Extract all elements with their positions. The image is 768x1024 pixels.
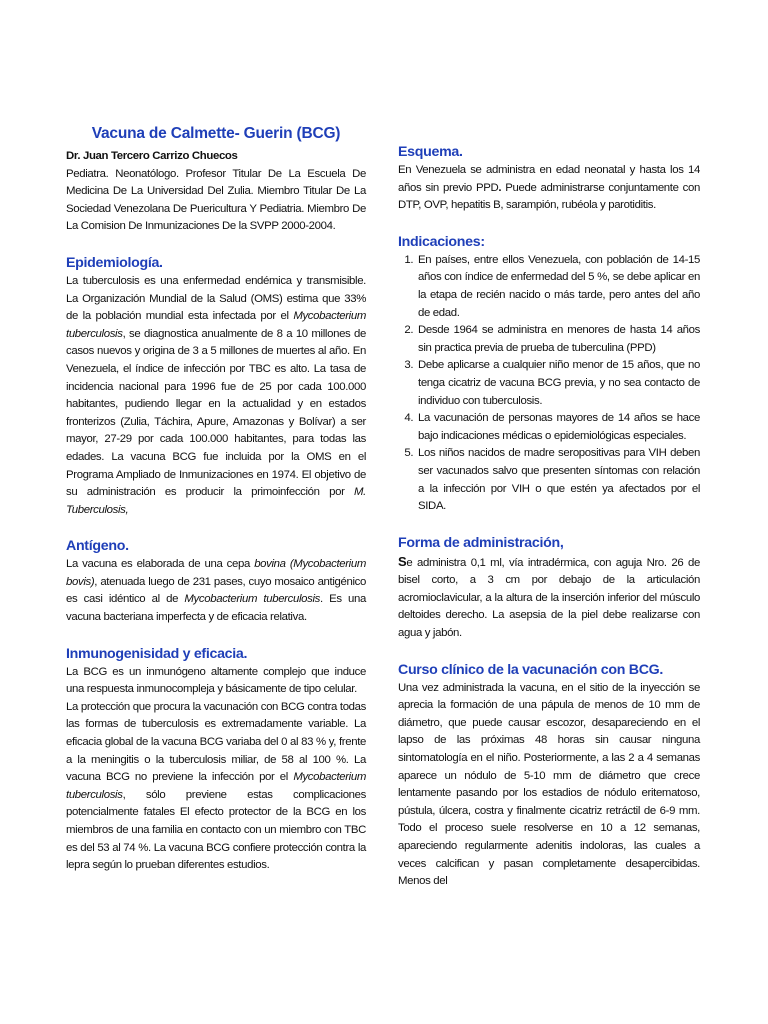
list-item: 1. En países, entre ellos Venezuela, con población de 14-15 años con índice de enfermedad del 5 %, se debe aplicar en la etapa de recién nacido o más tarde, pero antes del año de edad. bbox=[416, 252, 700, 322]
section-curso-clinico bbox=[398, 661, 700, 891]
inmunogenicidad-para-1: La BCG es un inmunógeno altamente complejo que induce una respuesta inmunocompleja y básicamente de tipo celular. bbox=[66, 665, 366, 696]
section-epidemiologia bbox=[66, 254, 366, 519]
text-run: Puede administrarse conjuntamente con DTP, OVP, hepatitis B, sarampión, rubéola y parotiditis. bbox=[398, 181, 700, 212]
heading-indicaciones: Indicaciones: bbox=[398, 233, 485, 250]
section-antigeno bbox=[66, 537, 366, 626]
inmunogenicidad-para-2 bbox=[66, 699, 366, 875]
text-run: , sólo previene estas complicaciones potencialmente fatales El efecto protector de la BCG en los miembros de una familia en contacto con un miembro con TBC es del 53 al 74 %. La vacuna BCG confiere protección contra la lepra según lo prueban diferentes estudios. bbox=[66, 788, 366, 872]
heading-antigeno: Antígeno. bbox=[66, 538, 129, 555]
text-run: , atenuada luego de 231 pases, cuyo mosaico antigénico es casi idéntico al de bbox=[66, 575, 366, 606]
text-run: La vacuna es elaborada de una cepa bbox=[66, 558, 255, 571]
species-name: Mycobacterium tuberculosis bbox=[66, 771, 366, 801]
species-name: Mycobacterium tuberculosis bbox=[66, 310, 366, 340]
heading-forma-administracion bbox=[398, 534, 700, 553]
text-run: . bbox=[498, 181, 502, 194]
list-item: 2. Desde 1964 se administra en menores de hasta 14 años sin practica previa de prueba de tuberculina (PPD) bbox=[416, 322, 700, 357]
section-indicaciones bbox=[398, 233, 700, 516]
heading-comma: , bbox=[559, 534, 564, 551]
text-run: , se diagnostica anualmente de 8 a 10 millones de casos nuevos y origina de 3 a 5 millones de muertes al año. En Venezuela, el índice de infección por TBC es alto. La tasa de incidencia nacional para 1996 fue de 25 por cada 100.000 habitantes, pudiendo llegar en la actualidad y en estados fronterizos (Zulia, Táchira, Apure, Amazonas y Bolívar) a ser mayor, 27-29 por cada 100.000 habitantes, para todas las edades. La vacuna BCG fue incluida por la OMS en el Programa Ampliado de Inmunizaciones en 1974. El objetivo de su administración es producir la primoinfección por bbox=[66, 327, 366, 499]
indicaciones-list bbox=[398, 252, 700, 516]
esquema-text bbox=[398, 162, 700, 215]
section-esquema bbox=[398, 143, 700, 215]
right-column bbox=[398, 143, 700, 891]
list-item: 3. Debe aplicarse a cualquier niño menor de 15 años, que no tenga cicatriz de vacuna BCG previa, y no sea contacto de individuo con tuberculosis. bbox=[416, 357, 700, 410]
species-name: M. Tuberculosis, bbox=[66, 486, 366, 516]
text-run: La tuberculosis es una enfermedad endémica y transmisible. La Organización Mundial de la Salud (OMS) estima que 33% de la población mundial esta infectada por el bbox=[66, 274, 366, 323]
antigeno-text bbox=[66, 556, 366, 626]
list-item: 5. Los niños nacidos de madre seropositivas para VIH deben ser vacunados salvo que presenten síntomas con relación a la infección por VIH o que estén ya afectados por el SIDA. bbox=[416, 445, 700, 515]
heading-esquema: Esquema. bbox=[398, 144, 463, 160]
lead-letter: S bbox=[398, 553, 407, 569]
text-run: En Venezuela se administra en edad neonatal y hasta los 14 años sin previo PPD bbox=[398, 164, 700, 194]
text-run: e administra 0,1 ml, vía intradérmica, con aguja Nro. 26 de bisel corto, a 3 cm por debajo de la articulación acromioclavicular, a la altura de la inserción inferior del músculo deltoides derecho. La asepsia de la piel debe realizarse con agua y jabón. bbox=[398, 556, 700, 640]
document-title: Vacuna de Calmette- Guerin (BCG) bbox=[91, 125, 341, 142]
section-forma-administracion bbox=[398, 534, 700, 643]
list-item: 4. La vacunación de personas mayores de 14 años se hace bajo indicaciones médicas o epidemiológicas especiales. bbox=[416, 410, 700, 445]
left-column bbox=[66, 124, 366, 875]
curso-text: Una vez administrada la vacuna, en el sitio de la inyección se aprecia la formación de una pápula de menos de 10 mm de diámetro, que puede causar escozor, desapareciendo en el lapso de las próximas 48 horas sin causar ninguna sintomatología en el niño. Posteriormente, a las 2 a 4 semanas aparece un nódulo de 5-10 mm de diámetro que crece lentamente pasando por los estadios de nódulo eritematoso, pústula, úlcera, costra y finalmente cicatriz retráctil de 6-9 mm. Todo el proceso suele resolverse en 10 a 12 semanas, apareciendo regularmente adenitis indoloras, las cuales a veces calcifican y pasan completamente desapercibidas. Menos del bbox=[398, 681, 700, 888]
author-bio: Pediatra. Neonatólogo. Profesor Titular De La Escuela De Medicina De La Universidad Del Zulia. Miembro Titular De La Sociedad Venezolana De Puericultura Y Pediatria. Miembro De La Comision De Inmunizaciones De la SVPP 2000-2004. bbox=[66, 167, 366, 233]
forma-text bbox=[398, 553, 700, 643]
author-name: Dr. Juan Tercero Carrizo Chuecos bbox=[66, 150, 238, 162]
heading-curso-clinico: Curso clínico de la vacunación con BCG. bbox=[398, 661, 664, 678]
species-name: Mycobacterium tuberculosis bbox=[184, 593, 320, 606]
text-run: . Es una vacuna bacteriana imperfecta y de eficacia relativa. bbox=[66, 593, 367, 624]
text-run: La protección que procura la vacunación con BCG contra todas las formas de tuberculosis es extremadamente variable. La eficacia global de la vacuna BCG variaba del 0 al 83 % y, frente a la meningitis o la tuberculosis miliar, de 58 al 100 %. La vacuna BCG no previene la infección por el bbox=[66, 700, 366, 784]
heading-epidemiologia: Epidemiología. bbox=[66, 254, 163, 271]
section-inmunogenicidad bbox=[66, 645, 366, 875]
species-name: bovina (Mycobacterium bovis) bbox=[66, 558, 366, 588]
heading-inmunogenicidad: Inmunogenisidad y eficacia. bbox=[66, 645, 248, 662]
heading-text: Forma de administración bbox=[398, 534, 560, 551]
epidemiologia-text bbox=[66, 273, 366, 519]
